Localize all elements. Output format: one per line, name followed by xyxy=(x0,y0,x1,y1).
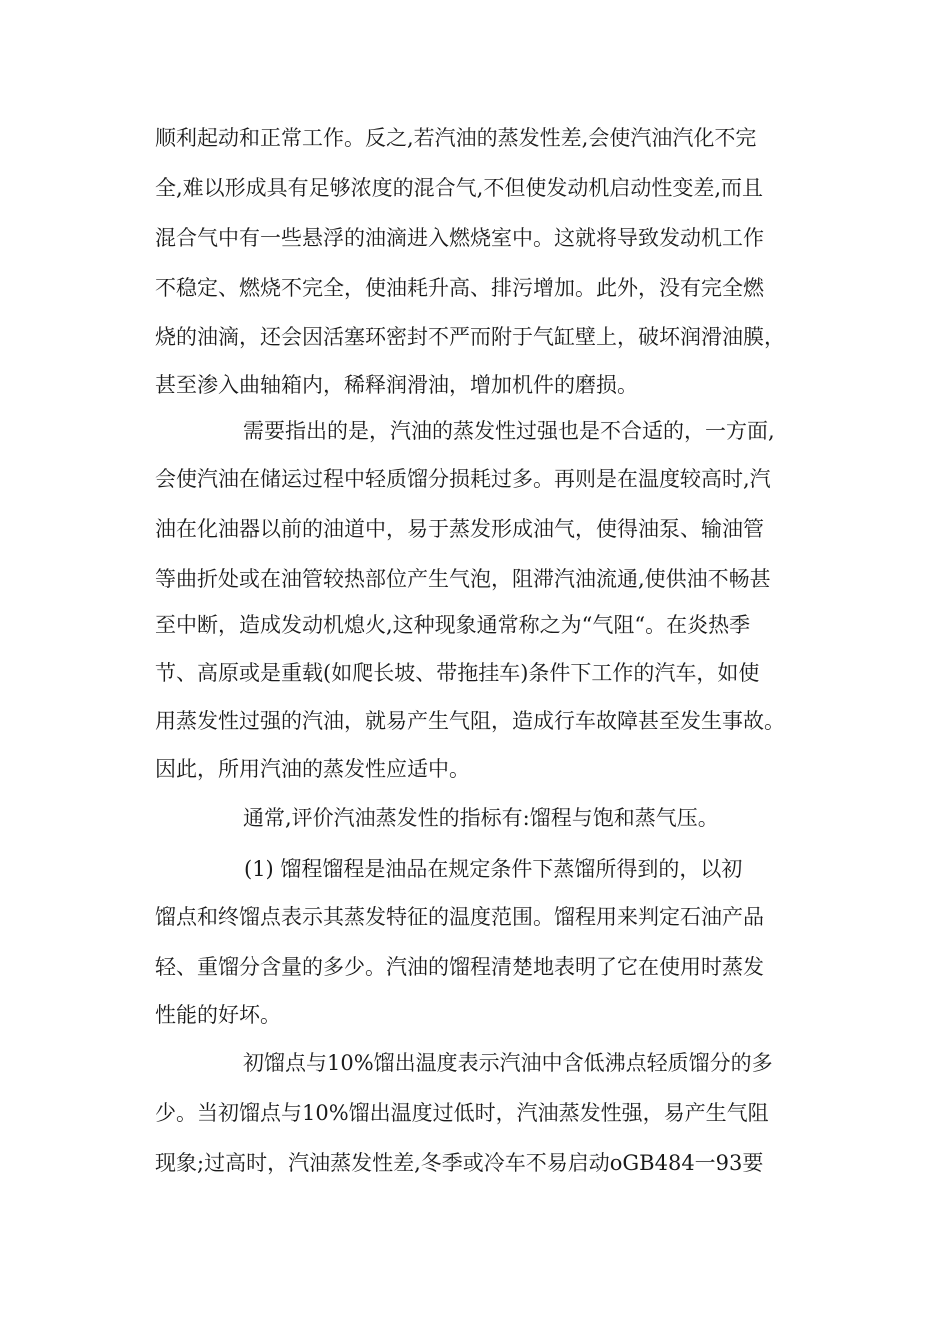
text-line: 甚至渗入曲轴箱内，稀释润滑油，增加机件的磨损。 xyxy=(155,373,638,397)
text-line: 用蒸发性过强的汽油，就易产生气阻，造成行车故障甚至发生事故。 xyxy=(155,709,785,733)
text-line: (1) 馏程馏程是油品在规定条件下蒸馏所得到的，以初 xyxy=(244,857,743,881)
text-line: 馏点和终馏点表示其蒸发特征的温度范围。馏程用来判定石油产品 xyxy=(155,905,764,929)
text-line: 轻、重馏分含量的多少。汽油的馏程清楚地表明了它在使用时蒸发 xyxy=(155,955,764,979)
text-line: 全,难以形成具有足够浓度的混合气,不但使发动机启动性变差,而且 xyxy=(155,176,764,200)
text-line: 等曲折处或在油管较热部位产生气泡，阻滞汽油流通,使供油不畅甚 xyxy=(155,567,771,591)
text-line: 因此，所用汽油的蒸发性应适中。 xyxy=(155,757,470,781)
text-line: 混合气中有一些悬浮的油滴进入燃烧室中。这就将导致发动机工作 xyxy=(155,226,764,250)
text-line: 通常,评价汽油蒸发性的指标有:馏程与饱和蒸气压。 xyxy=(243,806,719,830)
text-line: 节、高原或是重载(如爬长坡、带拖挂车)条件下工作的汽车，如使 xyxy=(155,661,760,685)
text-line: 现象;过高时，汽油蒸发性差,冬季或冷车不易启动oGB484一93要 xyxy=(155,1151,764,1175)
text-line: 初馏点与10%馏出温度表示汽油中含低沸点轻质馏分的多 xyxy=(243,1051,773,1075)
text-line: 不稳定、燃烧不完全，使油耗升高、排污增加。此外，没有完全燃 xyxy=(155,276,764,300)
text-line: 顺利起动和正常工作。反之,若汽油的蒸发性差,会使汽油汽化不完 xyxy=(155,126,757,150)
text-line: 需要指出的是，汽油的蒸发性过强也是不合适的，一方面, xyxy=(243,419,775,443)
text-line: 会使汽油在储运过程中轻质馏分损耗过多。再则是在温度较高时,汽 xyxy=(155,467,771,491)
text-line: 少。当初馏点与10%馏出温度过低时，汽油蒸发性强，易产生气阻 xyxy=(155,1101,769,1125)
text-line: 性能的好坏。 xyxy=(155,1003,281,1027)
text-line: 油在化油器以前的油道中，易于蒸发形成油气，使得油泵、输油管 xyxy=(155,517,764,541)
text-line: 至中断，造成发动机熄火,这种现象通常称之为“气阻“。在炎热季 xyxy=(155,613,751,637)
text-line: 烧的油滴，还会因活塞环密封不严而附于气缸壁上，破坏润滑油膜， xyxy=(155,325,785,349)
